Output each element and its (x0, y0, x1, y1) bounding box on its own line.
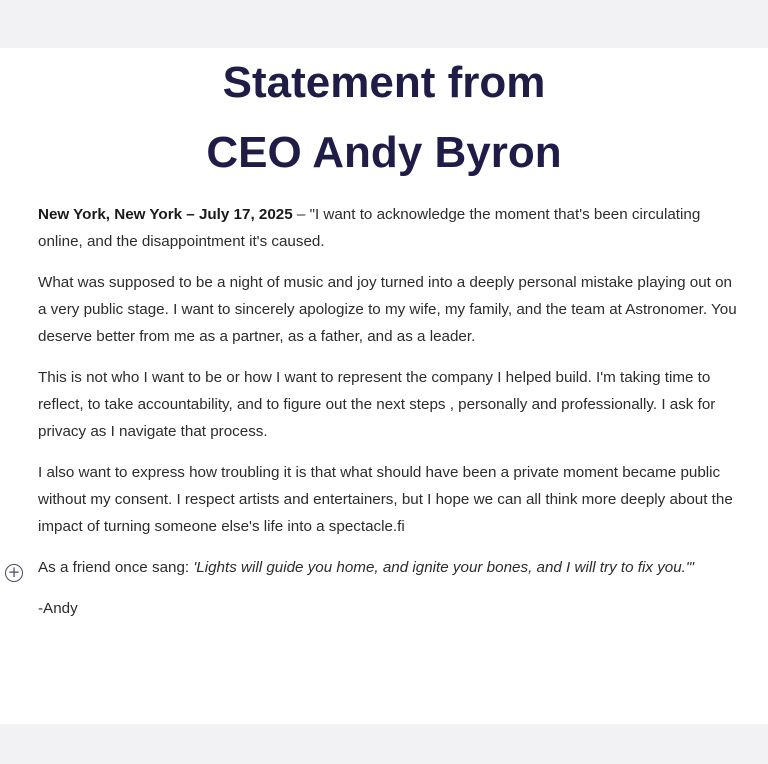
paragraph-5 (38, 554, 738, 581)
paragraph-3: This is not who I want to be or how I want to represent the company I helped build. I'm taking time to reflect, to take accountability, and to figure out the next steps , personally and professionally. I ask for privacy as I navigate that process. (38, 369, 716, 440)
dateline-separator: – (292, 206, 310, 223)
statement-page (0, 48, 768, 724)
statement-body (38, 201, 738, 636)
title-line-2: CEO Andy Byron (206, 128, 562, 177)
paragraph-4: I also want to express how troubling it is that what should have been a private moment became public without my consent. I respect artists and entertainers, but I hope we can all think more deeply about the impact of turning someone else's life into a spectacle.fi (38, 464, 733, 535)
paragraph-2: What was supposed to be a night of music and joy turned into a deeply personal mistake playing out on a very public stage. I want to sincerely apologize to my wife, my family, and the team at Astronomer. You deserve better from me as a partner, as a father, and as a leader. (38, 274, 737, 345)
dateline: New York, New York – July 17, 2025 (38, 206, 293, 223)
song-quote: 'Lights will guide you home, and ignite your bones, and I will try to fix you."' (193, 559, 695, 576)
quote-lead: As a friend once sang: (38, 559, 194, 576)
signature: -Andy (38, 600, 78, 617)
paragraph-1 (38, 201, 738, 255)
title-line-1: Statement from (222, 58, 546, 107)
plus-circle-icon[interactable]: + (5, 564, 23, 582)
paragraph-1-text: "I want to acknowledge the moment that's been circulating online, and the disappointment it's caused. (38, 206, 701, 250)
